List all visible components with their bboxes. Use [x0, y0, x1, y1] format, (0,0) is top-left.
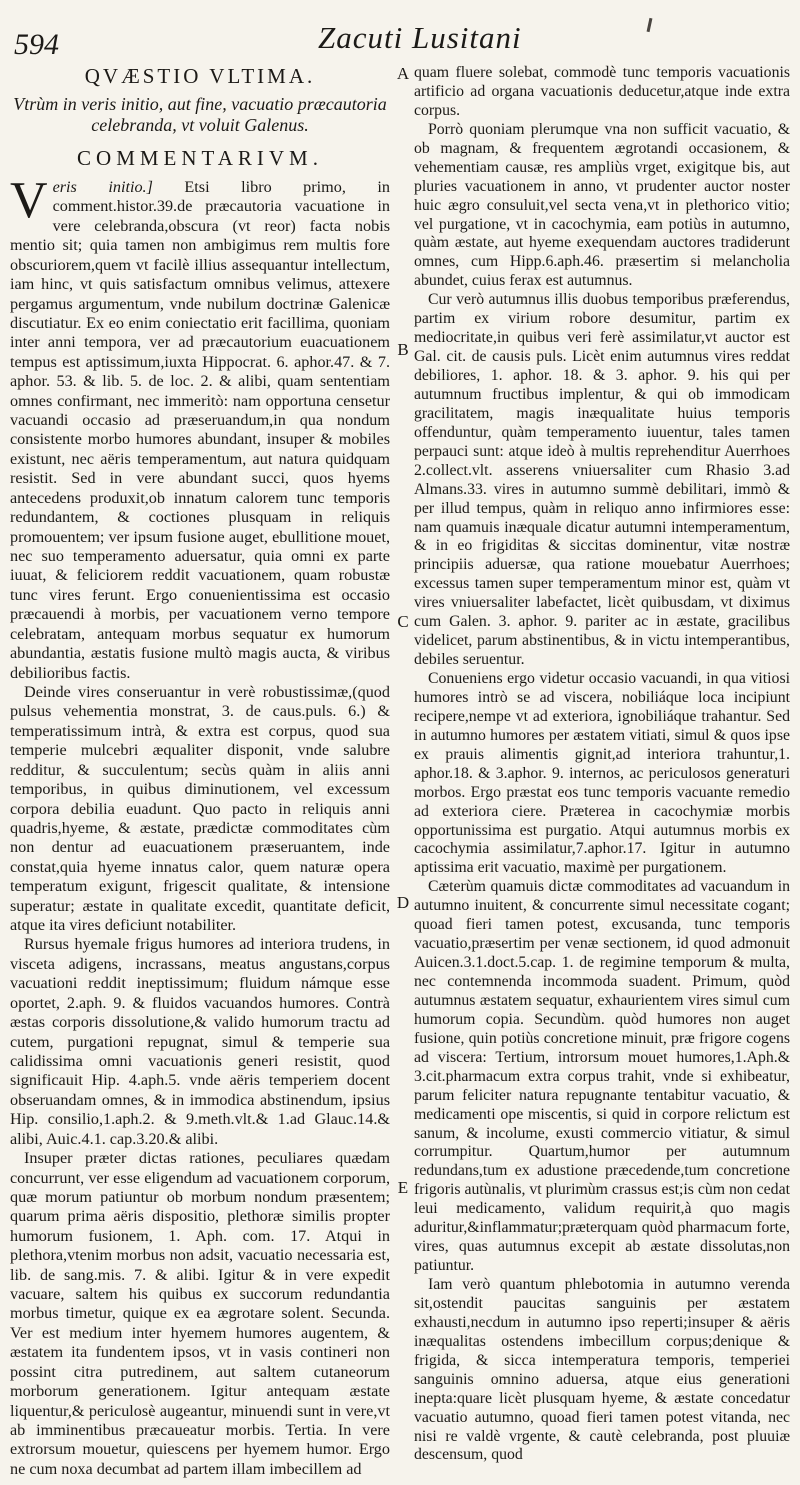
margin-letter-e: E — [397, 1178, 409, 1197]
running-title: Zacuti Lusitani — [318, 20, 522, 55]
commentary-heading: COMMENTARIVM. — [77, 146, 323, 170]
ink-speck — [647, 18, 653, 32]
margin-letter-a: A — [396, 64, 410, 83]
paragraph: Cur verò autumnus illis duobus temporibus præferendus, partim ex virium robore desumitur, partim ex mediocritate,in quibus veri ferè assimilatur,vt auctor est Gal. cit. de causis puls. Licèt enim autumnus vires reddat debiliores, 1. aphor. 18. & 3. aphor. 9. his qui per autumnum fructibus implentur, & qui ob immodicam gracilitatem, magis inæqualitate huius temporis offenduntur, quàm temperamento iuuentur, tales tamen perpauci sunt: atque ideò à multis reprehenditur Auerrhoes 2.collect.vlt. asserens vniuersaliter cum Rhasio 3.ad Almans.33. vires in autumno summè debilitari, immò & per illud tempus, quàm in reliquo anno infirmiores esse: nam quamuis inæquale dicatur autumni intemperamentum, & in eo frigiditas & siccitas dominentur, vitæ nostræ principiis aduersæ, qua ratione mouebatur Auerrhoes; excessus tamen super temperamentum minor est, quàm vt vires vniuersaliter labefactet, licèt quibusdam, vt diximus cum Galen. 3. aphor. 9. pariter ac in æstate, gracilibus videlicet, parum abstinentibus, & in victu intemperantibus, debiles seruentur. — [414, 291, 790, 669]
margin-letters — [393, 0, 413, 1485]
question-subtitle: Vtrùm in veris initio, aut fine, vacuatio præcautoria celebranda, vt voluit Galenus. — [13, 94, 387, 135]
paragraph — [10, 172, 391, 683]
paragraph: Conueniens ergo videtur occasio vacuandi, in qua vitiosi humores intrò se ad viscera, nobiliáque loca incipiunt recipere,nempe vt ad exteriora, ignobiliáque trahantur. Sed in autumno humores per æstatem vitiati, simul & quos ipse ex prauis alimentis gignit,ad interiora trahuntur,1. aphor.18. & 3.aphor. 9. internos, ac periculosos generaturi morbos. Ergo præstat eos tunc temporis vacuante remedio ad exteriora ciere. Præterea in cacochymiæ morbis opportunissima est purgatio. Atqui autumnus morbis ex cacochymia assimilatur,7.aphor.17. Igitur in autumno aptissima erit vacuatio, maximè per purgationem. — [414, 670, 790, 877]
paragraph: Porrò quoniam plerumque vna non sufficit vacuatio, & ob magnam, & frequentem ægrotandi occasionem, & vehementiam causæ, res ampliùs vrget, exigitque bis, aut pluries vacuationem in anno, vt prudenter auctor noster huic ægro consuluit,vel secta vena,vt in plethorico vitio; vel purgatione, vt in cacochymia, eam potiùs in autumno, quàm æstate, aut hyeme exequendam auctores tradiderunt omnes, cum Hipp.6.aph.46. præsertim si melancholia abundet, cuius ferax est autumnus. — [414, 120, 790, 290]
right-column — [414, 64, 790, 1465]
drop-cap: V — [10, 172, 48, 229]
paragraph: Iam verò quantum phlebotomia in autumno verenda sit,ostendit paucitas sanguinis per æstatem exhausti,necdum in autumno ipso reperti;insuper & aëris inæqualitas ostendens imbecillum corpus;denique & frigida, & sicca intemperatura temporis, temperiei sanguinis omnino aduersa, atque eius generationi inepta:quare licèt plusquam hyeme, & æstate concedatur vacuatio autumno, quoad fieri tamen potest vitanda, nec nisi re valdè vrgente, & cautè celebranda, post pluuiæ descensum, quod — [414, 1276, 790, 1464]
paragraph: Insuper præter dictas rationes, peculiares quædam concurrunt, ver esse eligendum ad vacuationem corporum, quæ morum patiuntur ob morbum nondum præsentem; quarum prima aëris dispositio, plethoræ similis propter humorum fusionem, 1. Aph. com. 17. Atqui in plethora,vtenim morbus non adsit, vacuatio necessaria est, lib. de sang.mis. 7. & alibi. Igitur & in vere expedit vacuare, saltem his quibus ex succorum redundantia morbus timetur, quique ex ea ægrotare solent. Secunda. Ver est medium inter hyemem humores augentem, & æstatem ita fundentem ipsos, vt in vasis contineri non possint citra putredinem, aut saltem cutaneorum morborum generationem. Igitur antequam æstate liquentur,& periculosè augeantur, minuendi sunt in vere,vt ab imminentibus præcaueatur morbis. Tertia. In vere extrorsum mouetur, quiescens per hyemem humor. Ergo ne cum noxa decumbat ad partem illam imbecillem ad — [10, 1149, 390, 1478]
margin-letter-d: D — [396, 893, 410, 912]
paragraph-text: Etsi libro primo, in comment.histor.39.de præcautoria vacuatione in vere celebranda,obscura (vt reor) facta nobis mentio sit; quia tamen non ambigimus rem multis fore obscuriorem,quem vt facilè illius assequantur intellectum, iam hinc, vt quis satisfactum omnibus velimus, attexere pergamus argumentum, vnde nubilum doctrinæ Galenicæ discutiatur. Ex eo enim coniectatio erit facillima, quoniam inter anni tempora, ver ad præcautorium euacuationem tempus est aptissimum,iuxta Hippocrat. 6. aphor.47. & 7. aphor. 53. & lib. 5. de loc. 2. & alibi, quam sententiam omnes confirmant, nec immeritò: nam opportuna censetur vacuandi occasio ad præseruandum,in qua nondum consistente morbo humores abundant, insuper & mobiles existunt, nec aëris temperamentum, aut natura quidquam resistit. Sed in vere abundant succi, quos hyems antecedens produxit,ob innatum calorem tunc temporis redundantem, & coctiones plusquam in reliquis promouentem; ver ipsum fusione auget, ebullitione mouet, nec suo temperamento aduersatur, quia omni ex parte iuuat, & feliciorem reddit vacuationem, quam robustæ tunc vires ferunt. Ergo conuenientissima est occasio præcauendi à morbis, per vacuationem verno tempore celebratam, antequam morbus sequatur ex humorum abundantia, æstatis fusione multò magis aucta, & viribus debilioribus factis. — [10, 178, 391, 682]
question-title: QVÆSTIO VLTIMA. — [84, 64, 316, 88]
margin-letter-b: B — [397, 340, 409, 359]
page-number: 594 — [14, 28, 59, 61]
paragraph: quam fluere solebat, commodè tunc temporis vacuationis artificio ad organa vacuationis deducetur,atque inde extra corpus. — [414, 64, 790, 119]
paragraph: Rursus hyemale frigus humores ad interiora trudens, in visceta adigens, incrassans, meatus angustans,corpus vacuationi reddit ineptissimum; fluidum námque esse oportet, 2.aph. 9. & fluidos vacuandos humores. Contrà æstas corporis dissolutione,& valido humorum tractu ad cutem, purgationi repugnat, simul & temperie sua calidissima omni vacuationis generi resistit, quod significauit Hip. 4.aph.5. vnde aëris temperiem docent obseruandam omnes, & in immodica abstinendum, ipsius Hip. consilio,1.aph.2. & 9.meth.vlt.& 1.ad Glauc.14.& alibi, Auic.4.1. cap.3.20.& alibi. — [10, 935, 390, 1148]
paragraph: Deinde vires conseruantur in verè robustissimæ,(quod pulsus vehementia monstrat, 3. de caus.puls. 6.) & temperatissimum intrà, & extra est corpus, quod sua temperie mulcebri æqualiter disponit, vnde salubre redditur, & succulentum; secùs quàm in aliis anni temporibus, in quibus diminutionem, vel excessum corpora debilia euadunt. Quo pacto in reliquis anni quadris,hyeme, & æstate, prædictæ commoditates cùm non dentur ad euacuationem præseruantem, inde constat,quia hyeme innatus calor, quem naturæ opera temperatum exigunt, frigescit qualitate, & intensione superatur; æstate in qualitate excedit, quantitate deficit, atque ita vires deficiunt notabiliter. — [10, 682, 390, 935]
lemma: eris initio.] — [52, 178, 153, 196]
paragraph: Cæterùm quamuis dictæ commoditates ad vacuandum in autumno inuitent, & concurrente simul necessitate cogant; quoad fieri tamen potest, excusanda, tunc temporis vacuatio,præsertim per venæ sectionem, id quod admonuit Auicen.3.1.doct.5.cap. 1. de regimine temporum & multa, nec contemnenda incommoda suadent. Primum, quòd autumnus æstatem sequatur, exhaurientem vires simul cum humorum copia. Secundùm. quòd humores non auget fusione, quin potiùs concretione minuit, præ frigore cogens ad viscera: Tertium, introrsum mouet humores,1.Aph.& 3.cit.pharmacum extra corpus trahit, vnde si exhibeatur, parum feliciter natura repugnante tentabitur vacuatio, & medicamenti ope miscentis, si quid in corpore relictum est sanum, & incolume, exusti commercio vitiatur, & simul corrumpitur. Quartum,humor per autumnum redundans,tum ex adustione præcedende,tum concretione frigoris autùnalis, vt plurimùm crassus est;is cùm non cedat leui medicamento, validum requirit,à quo magis aduritur,&inflammatur;præterquam quòd pharmacum forte, vires, quas autumnus excepit ab æstate dissolutas,non patiuntur. — [414, 878, 790, 1275]
margin-letter-c: C — [397, 612, 409, 631]
left-column — [10, 64, 390, 1479]
